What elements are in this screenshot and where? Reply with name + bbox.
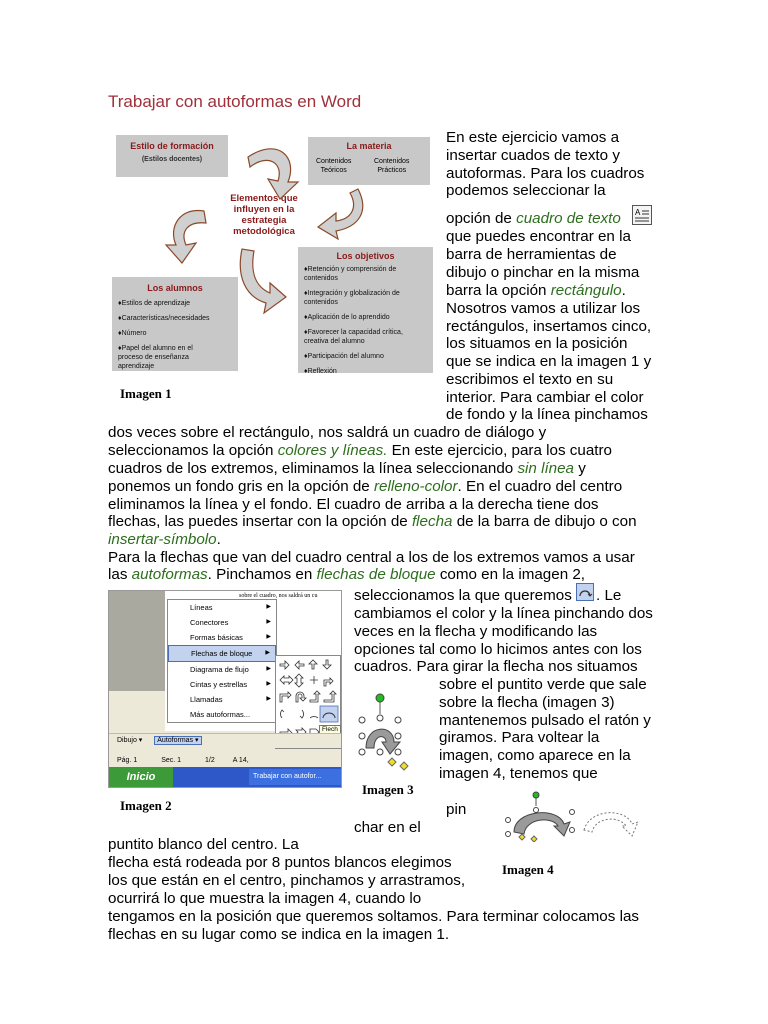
menu-item-mas-autoformas[interactable]: Más autoformas... <box>190 710 251 719</box>
objetivos-item: ♦Favorecer la capacidad crítica, <box>304 329 403 336</box>
alumnos-item: proceso de enseñanza <box>118 354 189 361</box>
imagen-1-diagram <box>108 127 435 373</box>
imagen-4-flip-arrow <box>494 790 644 842</box>
up-down-arrow-icon <box>295 674 303 687</box>
body-line: interior. Para cambiar el color <box>446 389 644 406</box>
rectangulo-link: rectángulo <box>550 282 622 299</box>
body-line <box>108 566 585 584</box>
objetivos-item: contenidos <box>304 299 338 306</box>
body-line: pin <box>446 801 467 818</box>
submenu-arrow-icon: ▶ <box>266 681 271 687</box>
body-line <box>354 587 572 605</box>
taskbar <box>109 767 341 787</box>
u-turn-arrow-icon <box>296 692 306 702</box>
body-line: puntito blanco del centro. La <box>108 836 299 853</box>
body-line: sobre el puntito verde que sale <box>439 676 647 693</box>
tooltip: Flech <box>319 725 341 734</box>
submenu-arrow-icon: ▶ <box>266 634 271 640</box>
quad-arrow-icon <box>310 676 318 684</box>
box-estilo-sub: (Estilos docentes) <box>141 156 203 163</box>
green-rotate-handle-icon <box>376 694 384 702</box>
status-position: A 14, <box>232 757 249 764</box>
curved-arrow-icon <box>240 249 286 313</box>
start-button[interactable]: Inicio <box>109 767 173 787</box>
body-line <box>108 531 221 549</box>
body-line: cuadros. Para girar la flecha nos situamos <box>354 658 638 675</box>
body-line: que puedes encontrar en la <box>446 228 631 245</box>
flechas-de-bloque-link: flechas de bloque <box>316 566 436 583</box>
menu-item-llamadas[interactable]: Llamadas ▶ <box>168 692 276 707</box>
center-line-4: metodológica <box>233 226 295 237</box>
bent-up-arrow-icon <box>324 691 336 702</box>
body-line: flecha está rodeada por 8 puntos blancos elegimos <box>108 854 452 871</box>
imagen-3-rotate-arrow <box>352 688 432 776</box>
body-line: En este ejercicio vamos a <box>446 129 620 146</box>
relleno-color-link: relleno-color <box>373 478 458 495</box>
body-text: . <box>621 282 626 299</box>
submenu-arrow-icon: ▶ <box>266 604 271 610</box>
alumnos-item: ♦Papel del alumno en el <box>118 345 193 352</box>
taskbar-window-button[interactable]: Trabajar con autofor... <box>249 769 341 785</box>
box-alumnos-title: Los alumnos <box>147 283 203 293</box>
body-line: autoformas. Para los cuadros <box>446 165 645 182</box>
caption-imagen-1: Imagen 1 <box>120 386 172 401</box>
body-text: barra la opción <box>446 282 551 299</box>
menu-item-diagrama-de-flujo[interactable]: Diagrama de flujo ▶ <box>168 662 276 677</box>
caption-imagen-3: Imagen 3 <box>362 782 414 797</box>
status-bar <box>109 755 341 767</box>
autoformas-link: autoformas <box>131 566 208 583</box>
body-text: En este ejercicio, para los cuatro <box>387 442 613 459</box>
objetivos-item: ♦Retención y comprensión de <box>304 266 397 273</box>
box-estilo-title: Estilo de formación <box>130 141 214 151</box>
body-line: podemos seleccionar la <box>446 182 606 199</box>
body-text: las <box>108 566 132 583</box>
center-line-3: estrategia <box>241 215 287 226</box>
box-objetivos-title: Los objetivos <box>336 251 395 261</box>
body-text: seleccionamos la que queremos <box>354 587 572 604</box>
imagen-2-screenshot <box>108 590 342 788</box>
status-page: Pág. 1 <box>117 757 138 764</box>
body-line: opciones tal como lo hicimos antes con los <box>354 641 642 658</box>
body-line: imagen, como aparece en la <box>439 747 631 764</box>
yellow-adjust-handle-icon <box>388 758 396 766</box>
left-right-arrow-icon <box>280 676 293 684</box>
insertar-simbolo-link: insertar-símbolo <box>108 531 217 548</box>
submenu-arrow-icon: ▶ <box>266 666 271 672</box>
center-line-1: Elementos que <box>230 193 298 204</box>
alumnos-item: ♦Número <box>118 330 147 337</box>
up-arrow-icon <box>309 660 317 669</box>
sin-linea-link: sin línea <box>517 460 575 477</box>
body-text: . En el cuadro del centro <box>457 478 623 495</box>
colores-lineas-link: colores y líneas. <box>277 442 388 459</box>
body-line: los situamos en la posición <box>446 335 628 352</box>
doc-side-gray <box>109 591 165 691</box>
body-line: giramos. Para voltear la <box>439 729 600 746</box>
status-fraction: 1/2 <box>205 757 215 764</box>
body-text: como en la imagen 2, <box>435 566 586 583</box>
curved-up-arrow-icon <box>310 716 318 718</box>
menu-item-flechas-de-bloque[interactable]: Flechas de bloque ▶ <box>168 645 276 662</box>
body-text: seleccionamos la opción <box>108 442 278 459</box>
flecha-link: flecha <box>411 513 453 530</box>
alumnos-item: ♦Características/necesidades <box>118 315 210 322</box>
left-arrow-icon <box>295 661 304 669</box>
submenu-arrow-icon: ▶ <box>266 696 271 702</box>
down-arrow-icon <box>323 660 331 669</box>
box-materia-title: La materia <box>346 141 392 151</box>
menu-item-cintas-y-estrellas[interactable]: Cintas y estrellas ▶ <box>168 677 276 692</box>
body-line: dibujo o pinchar en la misma <box>446 264 640 281</box>
yellow-adjust-handle-icon <box>400 762 408 770</box>
body-text: ponemos un fondo gris en la opción de <box>108 478 374 495</box>
curved-arrow-icon <box>166 210 206 263</box>
curved-arrow-icon <box>318 189 363 239</box>
body-line: de fondo y la línea pinchamos <box>446 406 648 423</box>
alumnos-item: ♦Estilos de aprendizaje <box>118 300 191 307</box>
body-line: barra de herramientas de <box>446 246 617 263</box>
body-line: ocurrirá lo que muestra la imagen 4, cuando lo <box>108 890 422 907</box>
body-line <box>446 282 626 300</box>
curved-left-arrow-icon <box>300 710 304 718</box>
cuadro-de-texto-link: cuadro de texto <box>516 210 621 227</box>
submenu-arrow-icon: ▶ <box>265 650 270 656</box>
objetivos-item: contenidos <box>304 275 338 282</box>
body-line: tengamos en la posición que queremos soltamos. Para terminar colocamos las <box>108 908 639 925</box>
body-line: char en el <box>354 819 421 836</box>
curved-arrow-icon <box>248 149 298 199</box>
materia-c2a: Contenidos <box>374 158 410 165</box>
body-text: cuadros de los extremos, eliminamos la línea seleccionando <box>108 460 518 477</box>
status-section: Sec. 1 <box>161 757 182 764</box>
body-line: sobre la flecha (imagen 3) <box>439 694 615 711</box>
body-line: dos veces sobre el rectángulo, nos saldrá un cuadro de diálogo y <box>108 424 547 441</box>
body-line: . Le <box>596 587 622 604</box>
body-line: flechas en su lugar como se indica en la imagen 1. <box>108 926 450 943</box>
bent-arrow-icon <box>324 678 333 686</box>
caption-imagen-4: Imagen 4 <box>502 862 554 877</box>
turn-arrow-icon <box>280 692 291 702</box>
left-up-arrow-icon <box>310 691 320 702</box>
materia-c2b: Prácticos <box>377 167 407 174</box>
body-line: veces en la flecha y modificando las <box>354 623 598 640</box>
page-title: Trabajar con autoformas en Word <box>108 92 362 111</box>
submenu-arrow-icon: ▶ <box>266 619 271 625</box>
menu-item-formas-basicas[interactable]: Formas básicas ▶ <box>168 630 276 645</box>
menu-item-conectores[interactable]: Conectores ▶ <box>168 615 276 630</box>
dibujo-menu[interactable]: Dibujo ▾ <box>117 737 143 744</box>
diagram-arrows <box>108 127 435 373</box>
doc-text: sobre el cuadro, nos saldrá un cu <box>239 593 318 599</box>
body-text: . Pinchamos en <box>207 566 317 583</box>
center-line-2: influyen en la <box>233 204 295 215</box>
objetivos-item: ♦Integración y globalización de <box>304 290 400 297</box>
right-arrow-icon <box>280 661 289 669</box>
body-text: . <box>216 531 221 548</box>
alumnos-item: aprendizaje <box>118 363 155 370</box>
body-line: mantenemos pulsado el ratón y <box>439 712 651 729</box>
curved-arrow-shape-icon <box>514 813 570 836</box>
curved-arrow-button-icon <box>576 583 594 601</box>
body-line: cambiamos el color y la línea pinchando dos <box>354 605 653 622</box>
body-text: opción de <box>446 210 517 227</box>
body-line <box>108 513 637 531</box>
body-line: los que están en el centro, pinchamos y arrastramos, <box>108 872 466 889</box>
materia-c1b: Teóricos <box>320 167 347 174</box>
body-line <box>108 460 586 478</box>
objetivos-item: ♦Aplicación de lo aprendido <box>304 314 390 321</box>
body-text: flechas, las puedes insertar con la opción de <box>108 513 412 530</box>
body-line: Nosotros vamos a utilizar los <box>446 300 641 317</box>
body-text: y <box>574 460 586 477</box>
body-line: eliminamos la línea y el fondo. El cuadro de arriba a la derecha tiene dos <box>108 496 599 513</box>
yellow-adjust-handle-icon <box>531 836 537 842</box>
caption-imagen-2: Imagen 2 <box>120 798 172 813</box>
body-line: insertar cuados de texto y <box>446 147 620 164</box>
svg-text:A: A <box>635 208 641 217</box>
objetivos-item: creativa del alumno <box>304 338 365 345</box>
materia-c1a: Contenidos <box>316 158 352 165</box>
body-line: que se indica en la imagen 1 y <box>446 353 652 370</box>
body-line <box>446 210 621 228</box>
body-line: escribimos el texto en su <box>446 371 614 388</box>
objetivos-item: ♦Reflexión <box>304 368 337 375</box>
body-line <box>108 442 612 460</box>
text-box-icon <box>632 205 652 225</box>
curved-right-arrow-icon <box>280 710 284 718</box>
body-line: Para la flechas que van del cuadro central a los de los extremos vamos a usar <box>108 549 635 566</box>
green-rotate-handle-icon <box>533 792 539 798</box>
menu-item-lineas[interactable]: Líneas ▶ <box>168 600 276 615</box>
autoformas-menu <box>167 599 277 723</box>
autoformas-button[interactable]: Autoformas ▾ <box>154 736 201 745</box>
flipped-arrow-outline-icon <box>584 813 638 836</box>
yellow-adjust-handle-icon <box>519 834 525 840</box>
drawing-toolbar <box>109 733 341 748</box>
objetivos-item: ♦Participación del alumno <box>304 353 384 360</box>
body-line: imagen 4, tenemos que <box>439 765 598 782</box>
body-line: rectángulos, insertamos cinco, <box>446 318 652 335</box>
body-line <box>108 478 622 496</box>
body-text: de la barra de dibujo o con <box>452 513 637 530</box>
